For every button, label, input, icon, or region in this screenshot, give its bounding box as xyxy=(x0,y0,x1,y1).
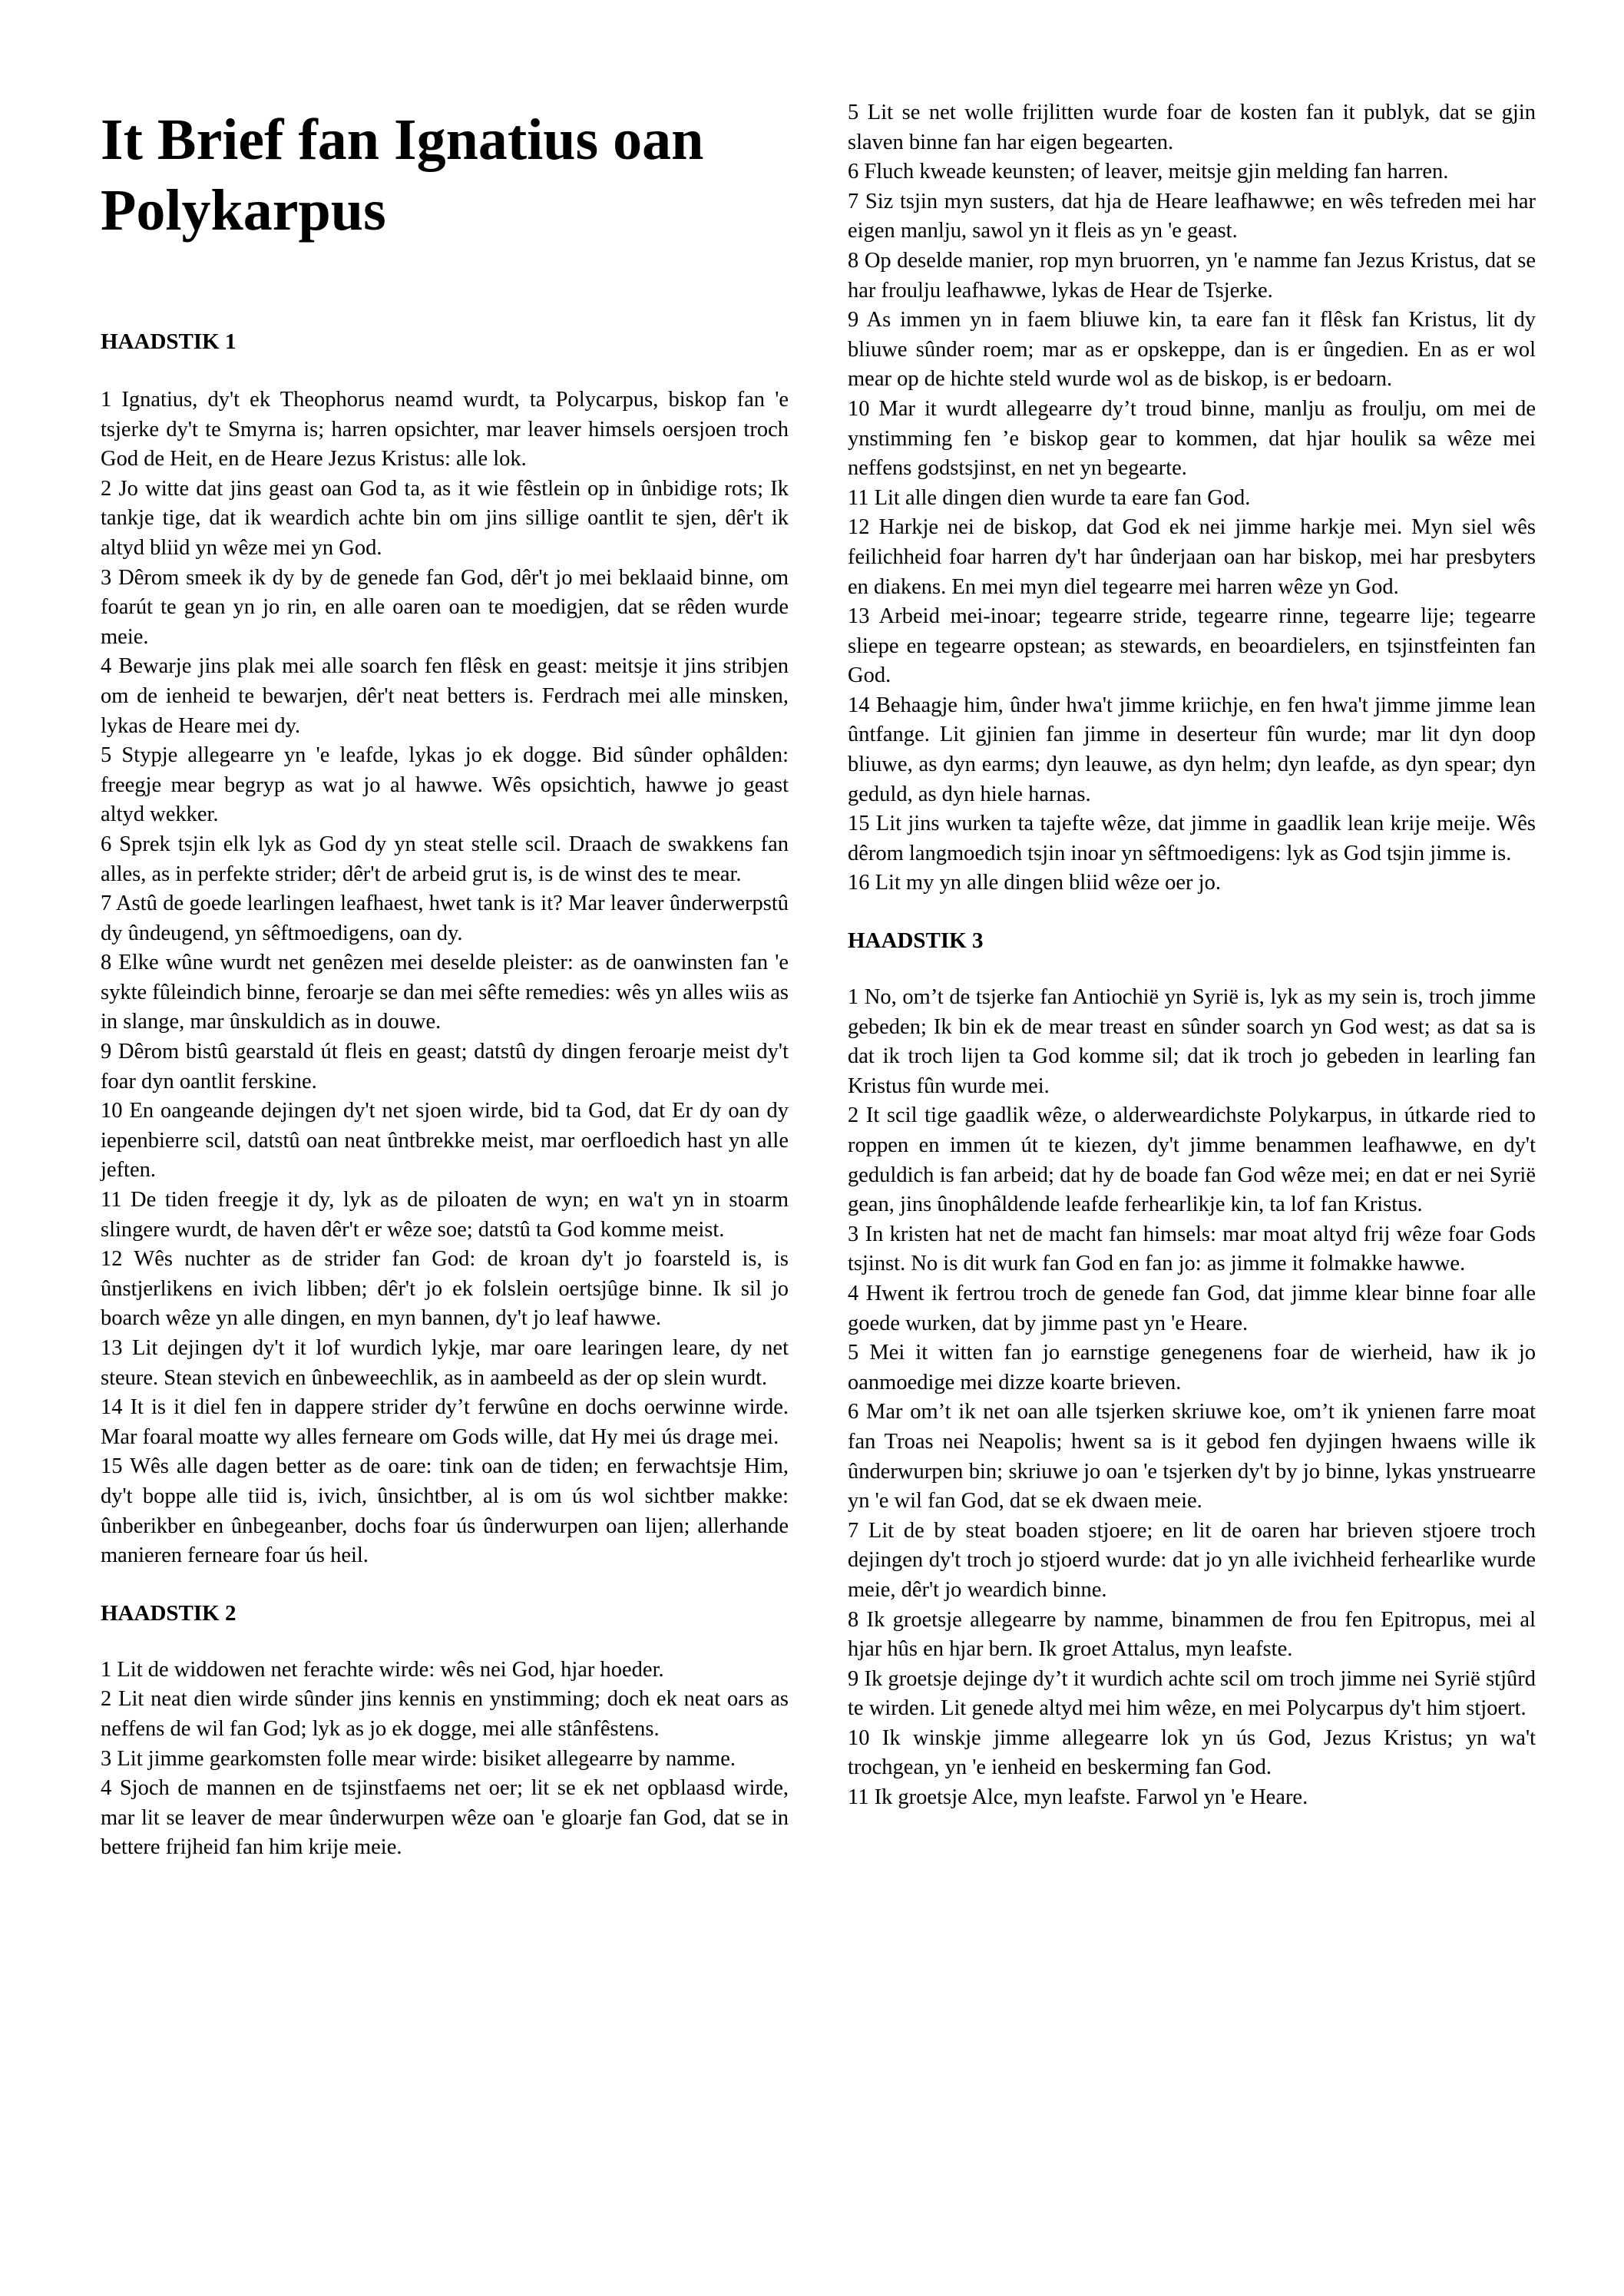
chapter-1-heading: HAADSTIK 1 xyxy=(101,329,236,354)
verse: 1 Ignatius, dy't ek Theophorus neamd wurdt, ta Polycarpus, biskop fan 'e tsjerke dy't te Smyrna is; harren opsichter, mar leaver himsels oersjoen troch God de Heit, en de Heare Jezus Kristus: alle lok. xyxy=(101,388,789,471)
verse: 13 Arbeid mei-inoar; tegearre stride, tegearre rinne, tegearre lije; tegearre sliepe en tegearre opstean; as stewards, en beoardielers, en tsjinstfeinten fan God. xyxy=(848,604,1536,688)
verse: 14 Behaagje him, ûnder hwa't jimme kriichje, en fen hwa't jimme jimme lean ûntfange. Lit gjinien fan jimme in deserteur fûn wurde; mar lit dyn doop bliuwe, as dyn earms; dyn leauwe, as dyn helm; dyn leafde, as dyn spear; dyn geduld, as dyn hiele harnas. xyxy=(848,693,1536,806)
verse: 6 Mar om’t ik net oan alle tsjerken skriuwe koe, om’t ik ynienen farre moat fan Troas nei Neapolis; hwent sa is it gebod fen dyjingen hwaens wille ik ûnderwurpen bin; skriuwe jo oan 'e tsjerken dy't by jo binne, lykas ynstruearre yn 'e wil fan God, dat se ek dwaen meie. xyxy=(848,1400,1536,1514)
verse: 6 Sprek tsjin elk lyk as God dy yn steat stelle scil. Draach de swakkens fan alles, as in perfekte strider; dêr't de arbeid grut is, is de winst des te mear. xyxy=(101,832,789,886)
verse: 11 Ik groetsje Alce, myn leafste. Farwol yn 'e Heare. xyxy=(848,1785,1308,1810)
verse: 7 Lit de by steat boaden stjoere; en lit de oaren har brieven stjoere troch dejingen dy't troch jo stjoerd wurde: dat jo yn alle ivichheid ferhearlike wurde meie, dêr't jo weardich binne. xyxy=(848,1518,1536,1602)
verse: 8 Ik groetsje allegearre by namme, binammen de frou fen Epitropus, mei al hjar hûs en hjar bern. Ik groet Attalus, myn leafste. xyxy=(848,1607,1536,1662)
verse: 3 In kristen hat net de macht fan himsels: mar moat altyd frij wêze foar Gods tsjinst. No is dit wurk fan God en fan jo: as jimme it folmakke hawwe. xyxy=(848,1222,1536,1276)
verse: 7 Siz tsjin myn susters, dat hja de Heare leafhawwe; en wês tefreden mei har eigen manlju, sawol yn it fleis as yn 'e geast. xyxy=(848,189,1536,243)
verse: 11 De tiden freegje it dy, lyk as de piloaten de wyn; en wa't yn in stoarm slingere wurdt, de haven dêr't er wêze soe; datstû ta God komme meist. xyxy=(101,1188,789,1242)
verse: 15 Lit jins wurken ta tajefte wêze, dat jimme in gaadlik lean krije meije. Wês dêrom langmoedich tsjin inoar yn sêftmoedigens: lyk as God tsjin jimme is. xyxy=(848,812,1536,865)
verse: 1 Lit de widdowen net ferachte wirde: wês nei God, hjar hoeder. xyxy=(101,1657,664,1682)
verse: 2 Jo witte dat jins geast oan God ta, as it wie fêstlein op in ûnbidige rots; Ik tankje tige, dat ik weardich achte bin om jins sillige oantlit te sjen, dêr't ik altyd bliid yn wêze mei yn God. xyxy=(101,476,789,560)
chapter-3-verses xyxy=(848,983,1536,1813)
verse: 9 As immen yn in faem bliuwe kin, ta eare fan it flêsk fan Kristus, lit dy bliuwe sûnder roem; mar as er opskeppe, dan is er ûngedien. En as er wol mear op de hichte steld wurde wol as de biskop, is er bedoarn. xyxy=(848,308,1536,392)
verse: 9 Ik groetsje dejinge dy’t it wurdich achte scil om troch jimme nei Syrië stjûrd te wirden. Lit genede altyd mei him wêze, en mei Polycarpus dy't him stjoert. xyxy=(848,1666,1536,1721)
verse: 5 Lit se net wolle frijlitten wurde foar de kosten fan it publyk, dat se gjin slaven binne fan har eigen begearten. xyxy=(848,101,1536,154)
verse: 4 Hwent ik fertrou troch de genede fan God, dat jimme klear binne foar alle goede wurken, dat by jimme past yn 'e Heare. xyxy=(848,1281,1536,1335)
chapter-2-verses-part-1 xyxy=(101,1656,789,1863)
verse: 14 It is it diel fen in dappere strider dy’t ferwûne en dochs oerwinne wirde. Mar foaral moatte wy alles ferneare om Gods wille, dat Hy mei ús drage mei. xyxy=(101,1395,789,1449)
verse: 1 No, om’t de tsjerke fan Antiochië yn Syrië is, lyk as my sein is, troch jimme gebeden; Ik bin ek de mear treast en sûnder soarch yn God west; as dat sa is dat ik troch lijen ta God komme sil; dat ik troch jo gebeden in learling fan Kristus fûn wurde mei. xyxy=(848,985,1536,1098)
verse: 3 Dêrom smeek ik dy by de genede fan God, dêr't jo mei beklaaid binne, om foarút te gean yn jo rin, en alle oaren oan te moedigjen, dat se rêden wurde meie. xyxy=(101,565,789,649)
document-title: It Brief fan Ignatius oan Polykarpus xyxy=(101,108,704,243)
chapter-1-verses xyxy=(101,385,789,1571)
verse: 5 Stypje allegearre yn 'e leafde, lykas jo ek dogge. Bid sûnder ophâlden: freegje mear begryp as wat jo al hawwe. Wês opsichtich, hawwe jo geast altyd wekker. xyxy=(101,743,789,827)
verse: 8 Elke wûne wurdt net genêzen mei deselde pleister: as de oanwinsten fan 'e sykte fûleindich binne, feroarje se dan mei sêfte remedies: wês yn alles wiis as in slange, mar ûnskuldich as in douwe. xyxy=(101,951,789,1034)
verse: 7 Astû de goede learlingen leafhaest, hwet tank is it? Mar leaver ûnderwerpstû dy ûndeugend, yn sêftmoedigens, oan dy. xyxy=(101,892,789,945)
verse: 12 Wês nuchter as de strider fan God: de kroan dy't jo foarsteld is, is ûnstjerlikens en ivich libben; dêr't jo ek folslein oertsjûge binne. Ik sil jo boarch wêze yn alle dingen, en myn bannen, dy't jo leaf hawwe. xyxy=(101,1247,789,1331)
right-column xyxy=(848,98,1536,1813)
verse: 4 Bewarje jins plak mei alle soarch fen flêsk en geast: meitsje it jins stribjen om de ienheid te bewarjen, dêr't neat betters is. Ferdrach mei alle minsken, lykas de Heare mei dy. xyxy=(101,654,789,738)
verse: 12 Harkje nei de biskop, dat God ek nei jimme harkje mei. Myn siel wês feilichheid foar harren dy't har ûnderjaan oan har biskop, mei har presbyters en diakens. En mei myn diel tegearre mei harren wêze yn God. xyxy=(848,515,1536,599)
verse: 10 Mar it wurdt allegearre dy’t troud binne, manlju as froulju, om mei de ynstimming fen ’e biskop gear to kommen, dat hjar houlik sa wêze mei neffens godstsjinst, en net yn begearte. xyxy=(848,396,1536,481)
verse: 10 En oangeande dejingen dy't net sjoen wirde, bid ta God, dat Er dy oan dy iepenbierre scil, datstû oan neat ûntbrekke meist, mar oerfloedich hast yn alle jeften. xyxy=(101,1099,789,1183)
verse: 15 Wês alle dagen better as de oare: tink oan de tiden; en ferwachtsje Him, dy't boppe alle tiid is, ivich, ûnsichtber, al is om ús wol sichtber makke: ûnberikber en ûnbegeanber, dochs foar ús ûnderwurpen oan lijen; allerhande manieren ferneare foar ús heil. xyxy=(101,1454,789,1568)
chapter-2-verses-part-2 xyxy=(848,98,1536,898)
verse: 2 Lit neat dien wirde sûnder jins kennis en ynstimming; doch ek neat oars as neffens de wil fan God; lyk as jo ek dogge, mei alle stânfêstens. xyxy=(101,1687,789,1741)
verse: 5 Mei it witten fan jo earnstige genegenens foar de wierheid, haw ik jo oanmoedige mei dizze koarte brieven. xyxy=(848,1341,1536,1394)
verse: 3 Lit jimme gearkomsten folle mear wirde: bisiket allegearre by namme. xyxy=(101,1746,736,1771)
verse: 16 Lit my yn alle dingen bliid wêze oer jo. xyxy=(848,871,1221,895)
verse: 2 It scil tige gaadlik wêze, o alderweardichste Polykarpus, in útkarde ried to roppen en immen út te kiezen, dy't jimme benammen leafhawwe, en dy't geduldich is fan arbeid; dat hy de boade fan God wêze mei; en dat er nei Syrië gean, jins ûnophâldende leafde ferhearlikje kin, ta lof fan Kristus. xyxy=(848,1103,1536,1217)
verse: 13 Lit dejingen dy't it lof wurdich lykje, mar oare learingen leare, dy net steure. Stean stevich en ûnbeweechlik, as in aambeeld as der op slein wurdt. xyxy=(101,1336,789,1390)
verse: 9 Dêrom bistû gearstald út fleis en geast; datstû dy dingen feroarje meist dy't foar dyn oantlit ferskine. xyxy=(101,1040,789,1093)
verse: 4 Sjoch de mannen en de tsjinstfaems net oer; lit se ek net opblaasd wirde, mar lit se leaver de mear ûnderwurpen wêze oan 'e gloarje fan God, dat se in bettere frijheid fan him krije meie. xyxy=(101,1776,789,1860)
verse: 11 Lit alle dingen dien wurde ta eare fan God. xyxy=(848,485,1251,510)
left-column xyxy=(101,98,789,1863)
verse: 8 Op deselde manier, rop myn bruorren, yn 'e namme fan Jezus Kristus, dat se har froulju leafhawwe, lykas de Hear de Tsjerke. xyxy=(848,248,1536,303)
chapter-2-heading: HAADSTIK 2 xyxy=(101,1600,236,1626)
verse: 10 Ik winskje jimme allegearre lok yn ús God, Jezus Kristus; yn wa't trochgean, yn 'e ienheid en beskerming fan God. xyxy=(848,1725,1536,1780)
verse: 6 Fluch kweade keunsten; of leaver, meitsje gjin melding fan harren. xyxy=(848,160,1449,184)
chapter-3-heading: HAADSTIK 3 xyxy=(848,928,984,954)
